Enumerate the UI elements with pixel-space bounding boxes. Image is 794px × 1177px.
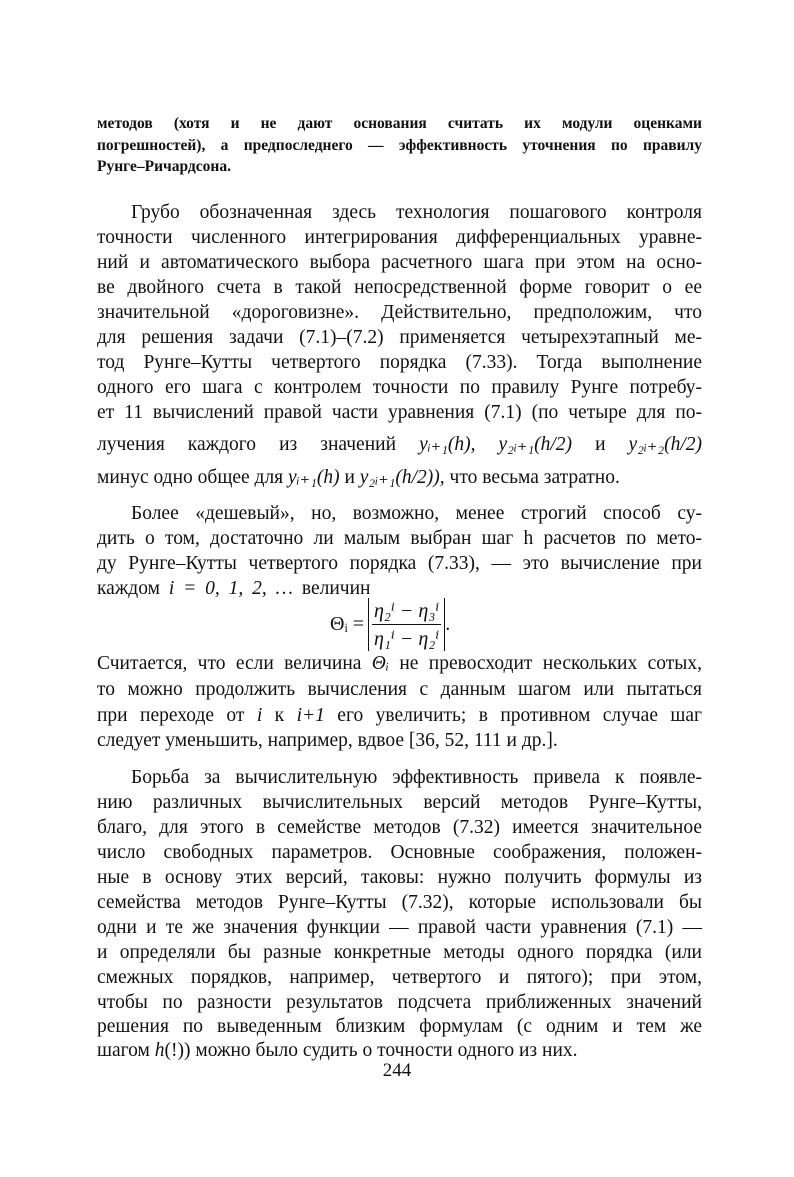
text-line: Рунге–Ричардсона. — [97, 158, 231, 175]
text-line: смежных порядков, например, четвертого и пятого); при этом, — [97, 967, 702, 988]
text-line: погрешностей), а предпоследнего — эффективность уточнения по правилу — [97, 137, 702, 154]
text-line: тод Рунге–Кутты четвертого порядка (7.33). Тогда выполнение — [97, 352, 702, 373]
text-line: решения по выведенным близким формулам (с одним и тем же — [97, 1016, 702, 1037]
text: его увеличить; в противном случае шаг — [337, 705, 703, 726]
absolute-value — [368, 598, 445, 651]
text: величин — [301, 578, 371, 599]
text: при переходе от — [97, 705, 245, 726]
math-inline: yᵢ₊₁(h), — [419, 434, 476, 455]
text-line: Более «дешевый», но, возможно, менее строгий способ су- — [131, 503, 702, 524]
text-line: то можно продолжить вычисления с данным шагом или пытаться — [97, 679, 702, 700]
theta-formula — [330, 598, 450, 651]
text-line — [97, 466, 702, 490]
page-number: 244 — [382, 1060, 412, 1081]
formula-end: . — [445, 613, 451, 635]
text: лучения каждого из значений — [97, 434, 397, 455]
text-line: одни и те же значения функции — правой части уравнения (7.1) — — [97, 917, 702, 938]
text-line: ные в основу этих версий, таковы: нужно получить формулы из — [97, 867, 702, 888]
text-line: точности численного интегрирования дифференциальных уравне- — [97, 227, 702, 248]
math-inline: yᵢ₊₁(h) — [288, 467, 340, 488]
text-line: одного его шага с контролем точности по правилу Рунге потребу- — [97, 377, 702, 398]
text-line: методов (хотя и не дают основания считать их модули оценками — [97, 115, 702, 132]
text-line: дить о том, достаточно ли малым выбран шаг h расчетов по мето- — [97, 528, 702, 549]
text-line: чтобы по разности результатов подсчета приближенных значений — [97, 992, 702, 1013]
text-line: Борьба за вычислительную эффективность привела к появле- — [131, 767, 702, 788]
math-inline: y₂ᵢ₊₁(h/2) — [498, 434, 573, 455]
text-line — [97, 704, 702, 728]
text-line: семейства методов Рунге–Кутты (7.32), которые использовали бы — [97, 892, 702, 913]
text: что весьма затратно. — [449, 467, 620, 488]
text-line: ет 11 вычислений правой части уравнения (7.1) (по четыре для по- — [97, 402, 702, 423]
text: и — [344, 467, 355, 488]
text: к — [274, 705, 285, 726]
text: каждом — [97, 578, 160, 599]
math-inline: i — [256, 705, 263, 726]
text-line: нию различных вычислительных версий методов Рунге–Кутты, — [97, 792, 702, 813]
math-inline: i = 0, 1, 2, … — [168, 578, 293, 599]
text: не превосходит нескольких сотых, — [399, 653, 703, 674]
text: минус одно общее для — [97, 467, 284, 488]
text-line: следует уменьшить, например, вдвое [36, 52, 111 и др.]. — [97, 730, 558, 751]
math-inline: h — [154, 1040, 165, 1061]
text-line: ве двойного счета в такой непосредственной форме говорит о ее — [97, 277, 702, 298]
formula-lhs: Θᵢ = — [330, 613, 364, 635]
text-line: благо, для этого в семействе методов (7.32) имеется значительное — [97, 817, 702, 838]
math-inline: y₂ᵢ₊₂(h/2) — [628, 434, 703, 455]
text: Считается, что если величина — [97, 653, 362, 674]
text: и — [595, 434, 606, 455]
text-line: число свободных параметров. Основные соображения, положен- — [97, 842, 702, 863]
text-line — [97, 652, 702, 676]
text-line: Грубо обозначенная здесь технология пошагового контроля — [131, 202, 702, 223]
text-line: ний и автоматического выбора расчетного шага при этом на осно- — [97, 252, 702, 273]
math-inline: y₂ᵢ₊₁(h/2)), — [359, 467, 445, 488]
text: (!)) можно было судить о точности одного из них. — [164, 1040, 578, 1061]
formula-numerator: η₂ⁱ − η₃ⁱ — [372, 598, 441, 625]
text-line: для решения задачи (7.1)–(7.2) применяется четырехэтапный ме- — [97, 327, 702, 348]
text-line: ду Рунге–Кутты четвертого порядка (7.33), — это вычисление при — [97, 553, 702, 574]
math-inline: i+1 — [296, 705, 325, 726]
math-inline: Θᵢ — [371, 653, 389, 674]
text-line: значительной «дороговизне». Действительно, предположим, что — [97, 302, 702, 323]
text: шагом — [97, 1040, 150, 1061]
text-line — [97, 433, 702, 457]
text-line: и определяли бы разные конкретные методы одного порядка (или — [97, 942, 702, 963]
formula-denominator: η₁ⁱ − η₂ⁱ — [374, 628, 440, 650]
